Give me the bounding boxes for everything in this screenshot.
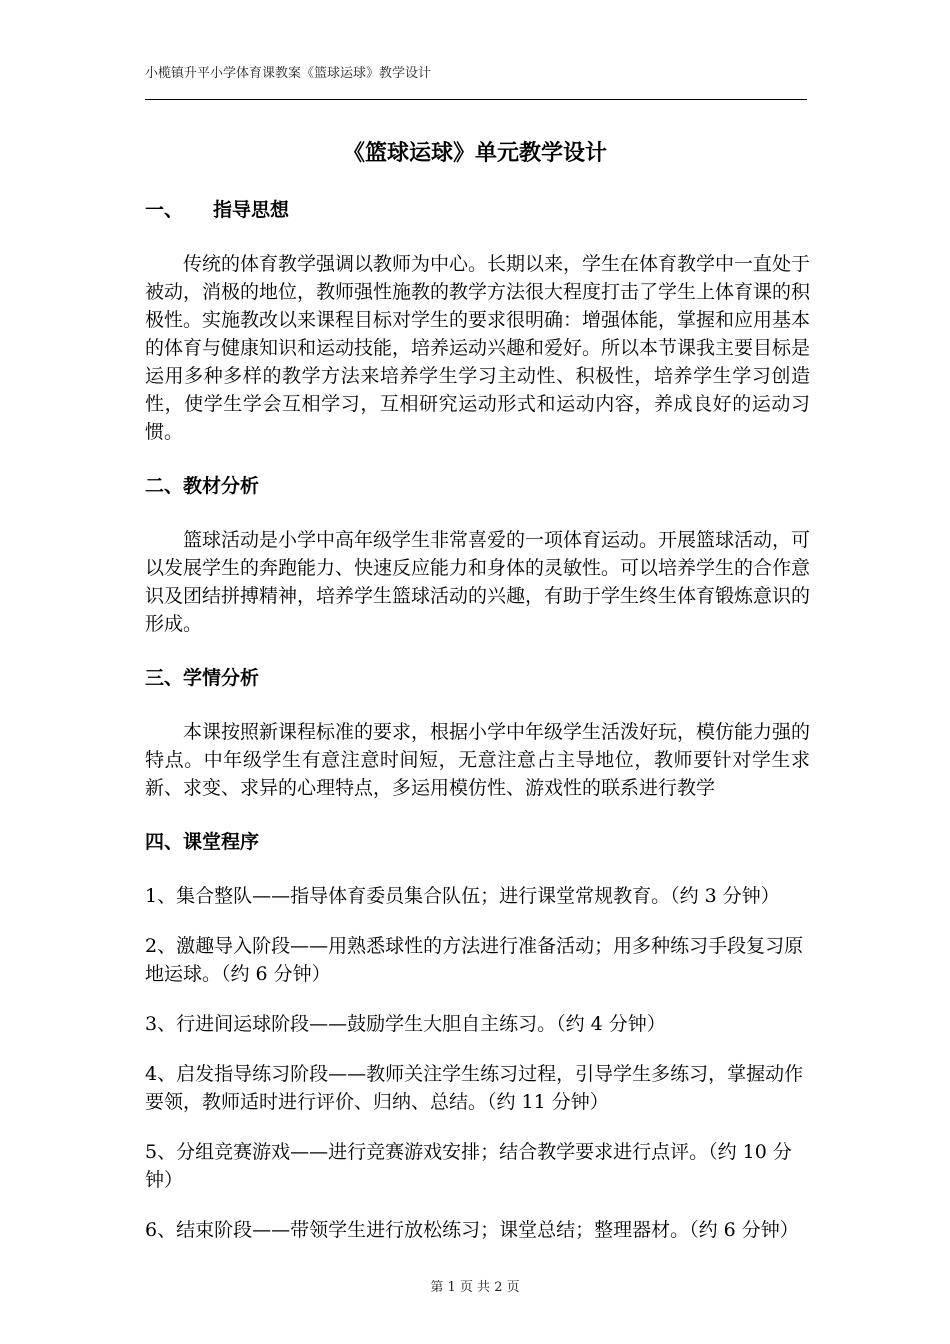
section-heading-student-analysis	[145, 660, 810, 696]
section-title: 学情分析	[183, 667, 260, 689]
section-paragraph: 传统的体育教学强调以教师为中心。长期以来，学生在体育教学中一直处于被动，消极的地位，教师强性施教的教学方法很大程度打击了学生上体育课的积极性。实施教改以来课程目标对学生的要求很明确：增强体能，掌握和应用基本的体育与健康知识和运动技能，培养运动兴趣和爱好。所以本节课我主要目标是运用多种多样的教学方法来培养学生学习主动性、积极性，培养学生学习创造性，使学生学会互相学习，互相研究运动形式和运动内容，养成良好的运动习惯。	[145, 253, 811, 443]
section-paragraph: 本课按照新课程标准的要求，根据小学中年级学生活泼好玩，模仿能力强的特点。中年级学生有意注意时间短，无意注意占主导地位，教师要针对学生求新、求变、求异的心理特点，多运用模仿性、游戏性的联系进行教学	[145, 721, 811, 799]
procedure-item: 6、结束阶段——带领学生进行放松练习；课堂总结；整理器材。（约 6 分钟）	[145, 1219, 799, 1241]
section-heading-class-procedure	[145, 824, 810, 860]
section-number: 三、	[145, 667, 184, 689]
section-number: 四、	[145, 831, 184, 853]
procedure-item: 1、集合整队——指导体育委员集合队伍；进行课堂常规教育。（约 3 分钟）	[145, 885, 780, 907]
section-title: 课堂程序	[183, 831, 260, 853]
section-title: 指导思想	[213, 199, 290, 221]
header-divider	[145, 99, 807, 100]
section-heading-material-analysis	[145, 468, 810, 504]
section-number: 一、	[145, 199, 184, 221]
page-footer: 第 1 页 共 2 页	[430, 1280, 520, 1295]
section-paragraph: 篮球活动是小学中高年级学生非常喜爱的一项体育运动。开展篮球活动，可以发展学生的奔跑能力、快速反应能力和身体的灵敏性。可以培养学生的合作意识及团结拼搏精神，培养学生篮球活动的兴趣，有助于学生终生体育锻炼意识的形成。	[145, 529, 811, 635]
procedure-item: 2、激趣导入阶段——用熟悉球性的方法进行准备活动；用多种练习手段复习原地运球。（约 6 分钟）	[145, 935, 804, 985]
section-heading-guiding-ideology	[145, 192, 810, 228]
section-title: 教材分析	[183, 475, 260, 497]
document-title: 《篮球运球》单元教学设计	[342, 141, 607, 166]
procedure-item: 3、行进间运球阶段——鼓励学生大胆自主练习。（约 4 分钟）	[145, 1013, 666, 1035]
procedure-item: 4、启发指导练习阶段——教师关注学生练习过程，引导学生多练习，掌握动作要领，教师适时进行评价、归纳、总结。（约 11 分钟）	[145, 1063, 804, 1113]
page-header: 小榄镇升平小学体育课教案《篮球运球》教学设计	[145, 66, 432, 81]
procedure-item: 5、分组竞赛游戏——进行竞赛游戏安排；结合教学要求进行点评。（约 10 分钟）	[145, 1141, 792, 1191]
section-number: 二、	[145, 475, 184, 497]
document-body	[145, 192, 810, 1266]
